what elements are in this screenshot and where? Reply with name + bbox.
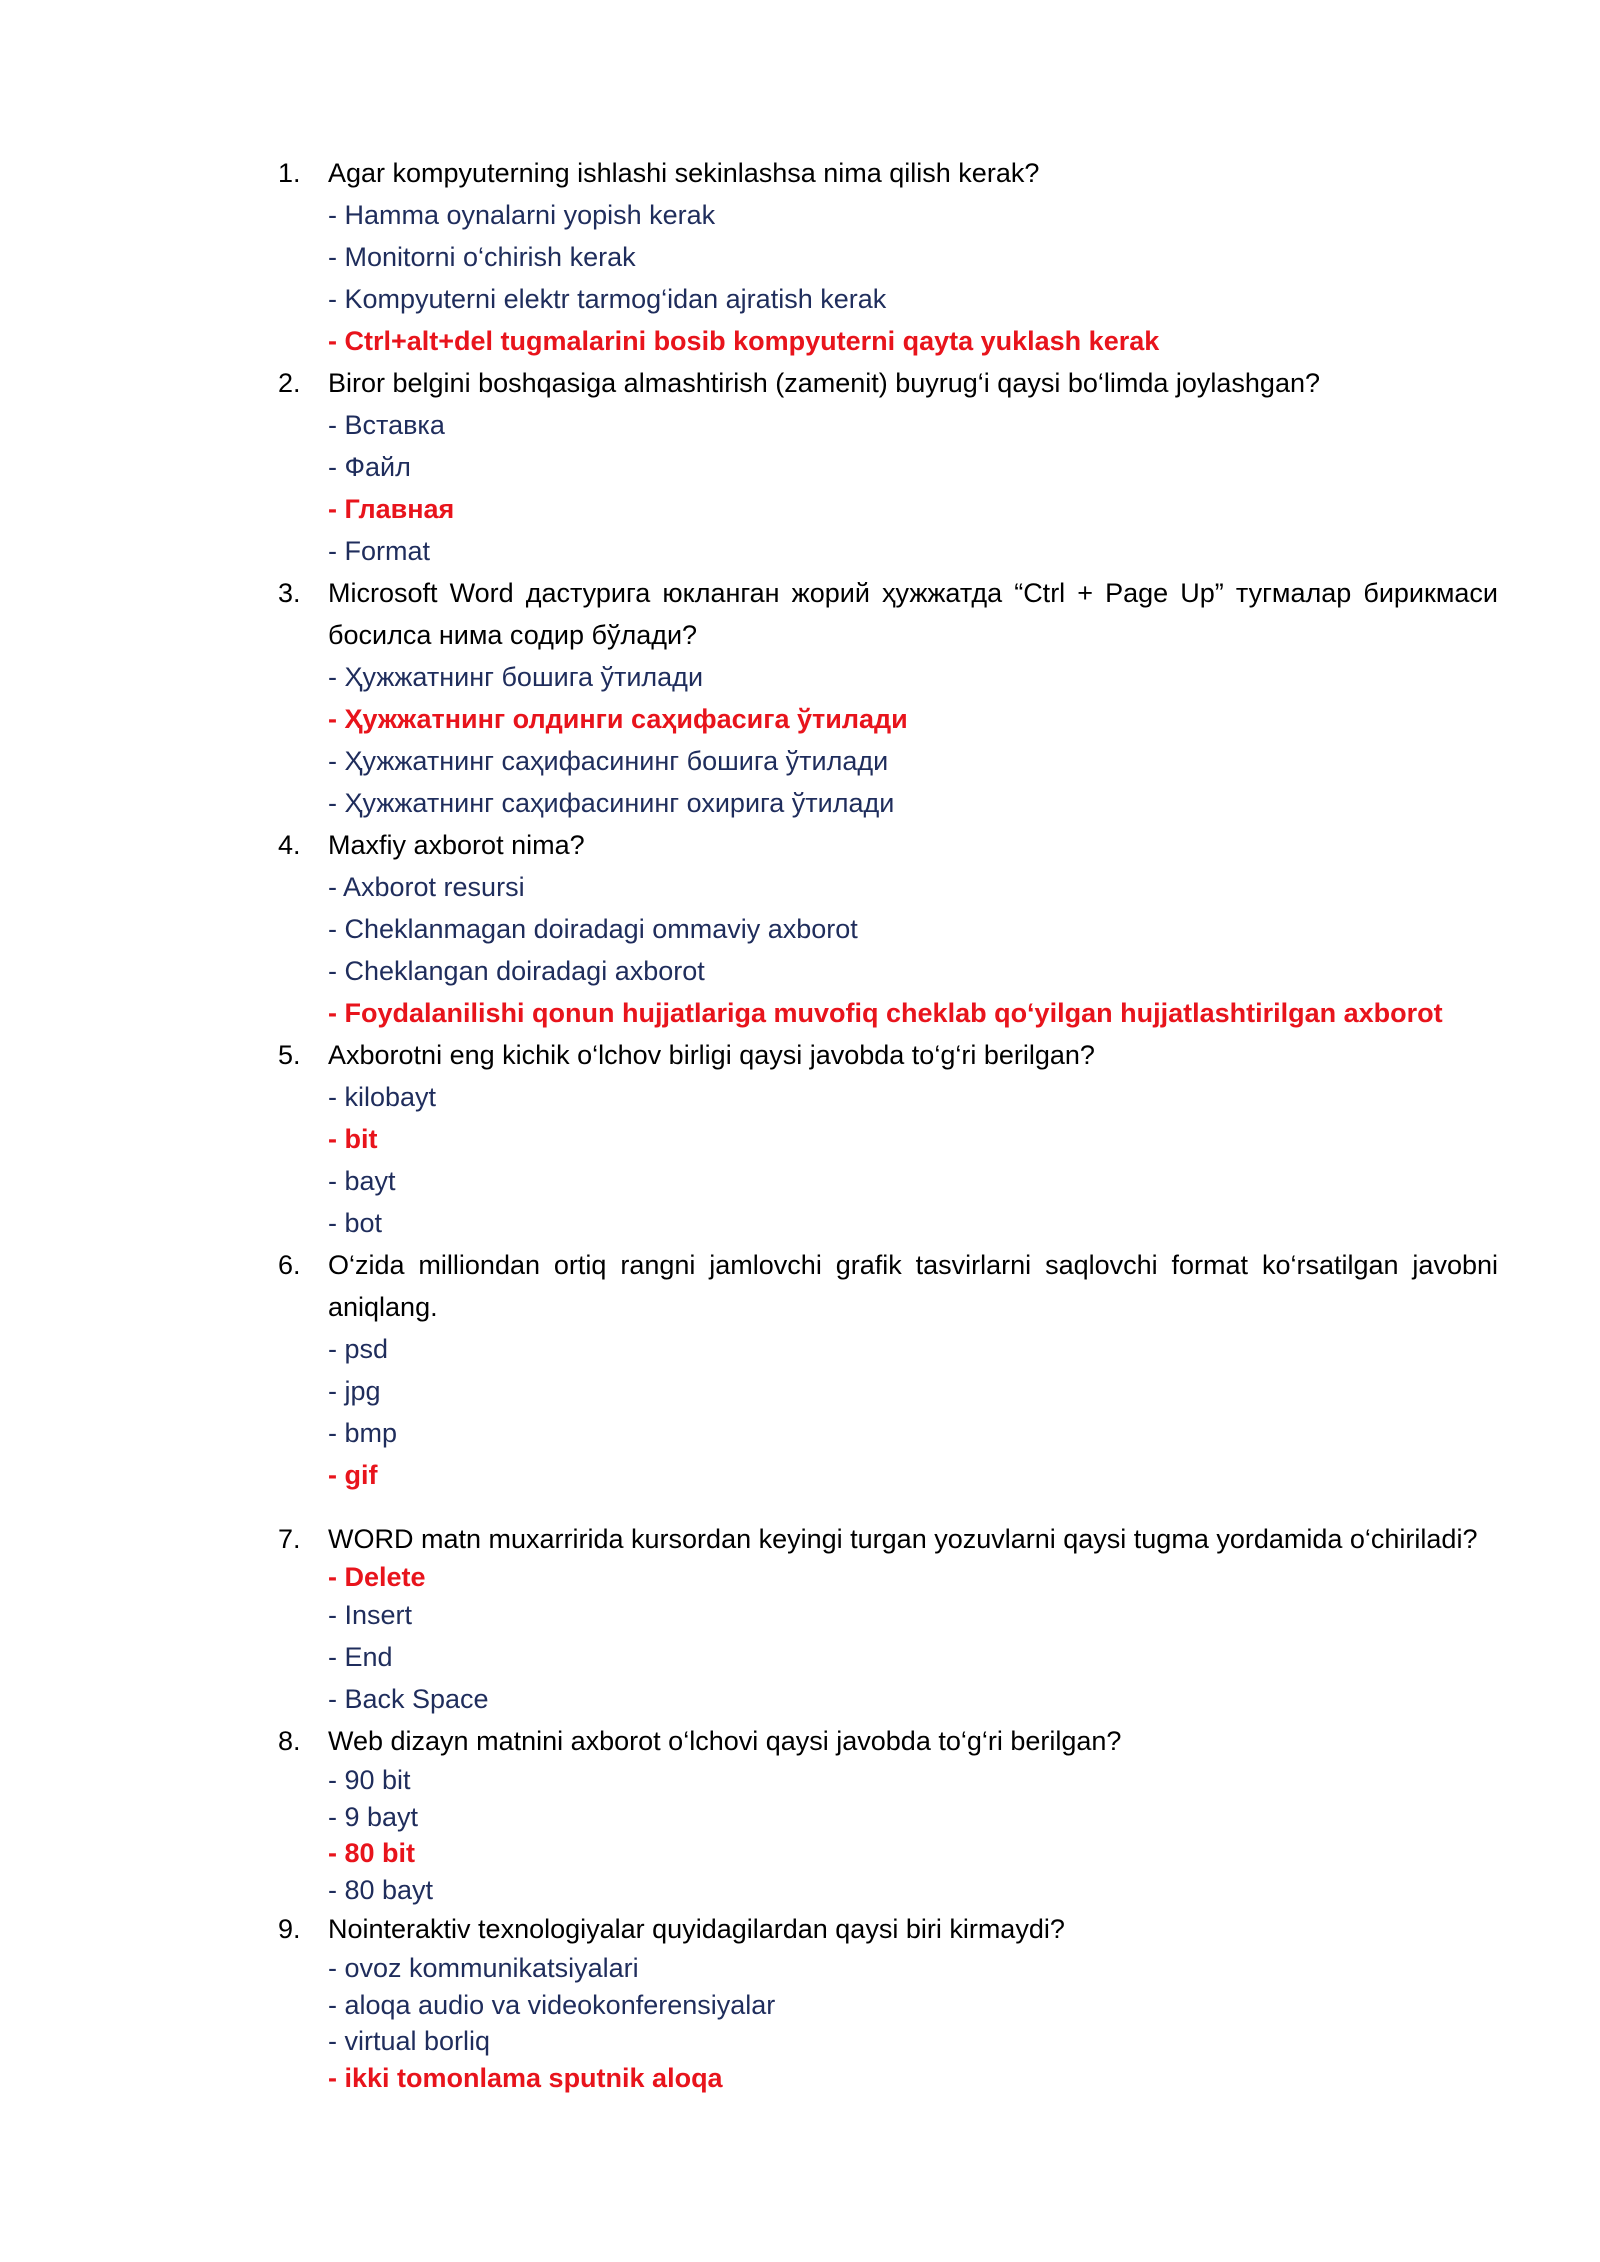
question-3 <box>278 572 1498 824</box>
answer-options <box>328 1950 1498 2096</box>
answer-option: - bayt <box>328 1166 396 1196</box>
question-8 <box>278 1720 1498 1908</box>
question-text: Axborotni eng kichik o‘lchov birligi qaysi javobda to‘g‘ri berilgan? <box>328 1040 1095 1070</box>
answer-option: - Format <box>328 536 431 566</box>
question-1 <box>278 152 1498 362</box>
answer-option: - 90 bit <box>328 1765 411 1795</box>
question-number: 5. <box>278 1040 301 1070</box>
answer-options <box>328 194 1498 362</box>
question-7 <box>278 1518 1498 1720</box>
correct-answer-option: - Ctrl+alt+del tugmalarini bosib kompyuterni qayta yuklash kerak <box>328 326 1160 356</box>
correct-answer-option: - Главная <box>328 494 455 524</box>
answer-option: - Cheklangan doiradagi axborot <box>328 956 705 986</box>
question-text: O‘zida milliondan ortiq rangni jamlovchi grafik tasvirlarni saqlovchi format ko‘rsatilgan javobni aniqlang. <box>328 1250 1498 1322</box>
question-5 <box>278 1034 1498 1244</box>
correct-answer-option: - Ҳужжатнинг олдинги саҳифасига ўтилади <box>328 704 908 734</box>
question-text: WORD matn muxarririda kursordan keyingi turgan yozuvlarni qaysi tugma yordamida o‘chiriladi? <box>328 1524 1478 1554</box>
question-number: 2. <box>278 368 301 398</box>
question-text: Microsoft Word дастурига юкланган жорий ҳужжатда “Ctrl + Page Up” тугмалар бирикмаси босилса нима содир бўлади? <box>328 578 1498 650</box>
question-number: 7. <box>278 1524 301 1554</box>
question-number: 4. <box>278 830 301 860</box>
answer-options <box>328 404 1498 572</box>
answer-option: - bmp <box>328 1418 398 1448</box>
answer-option: - aloqa audio va videokonferensiyalar <box>328 1989 776 2020</box>
answer-option: - ovoz kommunikatsiyalari <box>328 1953 639 1983</box>
question-number: 3. <box>278 578 301 608</box>
answer-options <box>328 656 1498 824</box>
answer-option: - Ҳужжатнинг саҳифасининг охирига ўтилади <box>328 788 895 818</box>
question-text: Maxfiy axborot nima? <box>328 830 585 860</box>
answer-option: - Hamma oynalarni yopish kerak <box>328 200 716 230</box>
correct-answer-option: - gif <box>328 1460 378 1490</box>
answer-option: - Ҳужжатнинг саҳифасининг бошига ўтилади <box>328 746 889 776</box>
correct-answer-option: - Foydalanilishi qonun hujjatlariga muvofiq cheklab qo‘yilgan hujjatlashtirilgan axborot <box>328 998 1443 1028</box>
question-text: Agar kompyuterning ishlashi sekinlashsa nima qilish kerak? <box>328 158 1040 188</box>
question-text: Nointeraktiv texnologiyalar quyidagilardan qaysi biri kirmaydi? <box>328 1914 1065 1944</box>
correct-answer-option: - Delete <box>328 1562 426 1592</box>
correct-answer-option: - bit <box>328 1124 378 1154</box>
answer-option: - Ҳужжатнинг бошига ўтилади <box>328 662 704 692</box>
answer-option: - Файл <box>328 452 411 482</box>
question-9 <box>278 1908 1498 2096</box>
answer-option: - virtual borliq <box>328 2026 491 2056</box>
answer-option: - psd <box>328 1334 389 1364</box>
answer-option: - Вставка <box>328 410 445 440</box>
question-6 <box>278 1244 1498 1496</box>
question-text: Biror belgini boshqasiga almashtirish (zamenit) buyrug‘i qaysi bo‘limda joylashgan? <box>328 368 1320 398</box>
answer-option: - Axborot resursi <box>328 872 525 902</box>
answer-options <box>328 1762 1498 1908</box>
answer-option: - Monitorni o‘chirish kerak <box>328 242 636 272</box>
question-list <box>278 152 1498 2096</box>
answer-option: - Cheklanmagan doiradagi ommaviy axborot <box>328 914 858 944</box>
question-number: 6. <box>278 1250 301 1280</box>
question-number: 1. <box>278 158 301 188</box>
answer-option: - End <box>328 1642 393 1672</box>
answer-options <box>328 1328 1498 1496</box>
answer-option: - Insert <box>328 1600 413 1630</box>
question-4 <box>278 824 1498 1034</box>
answer-option: - jpg <box>328 1376 381 1406</box>
correct-answer-option: - 80 bit <box>328 1838 416 1868</box>
answer-option: - 9 bayt <box>328 1801 419 1832</box>
answer-options <box>328 1560 1498 1720</box>
answer-option: - Back Space <box>328 1684 489 1714</box>
answer-option: - 80 bayt <box>328 1874 434 1905</box>
correct-answer-option: - ikki tomonlama sputnik aloqa <box>328 2062 723 2093</box>
question-2 <box>278 362 1498 572</box>
answer-option: - Kompyuterni elektr tarmog‘idan ajratish kerak <box>328 284 887 314</box>
question-number: 9. <box>278 1914 301 1944</box>
question-number: 8. <box>278 1726 301 1756</box>
answer-options <box>328 1076 1498 1244</box>
answer-options <box>328 866 1498 1034</box>
answer-option: - kilobayt <box>328 1082 437 1112</box>
question-text: Web dizayn matnini axborot o‘lchovi qaysi javobda to‘g‘ri berilgan? <box>328 1726 1122 1756</box>
answer-option: - bot <box>328 1208 383 1238</box>
